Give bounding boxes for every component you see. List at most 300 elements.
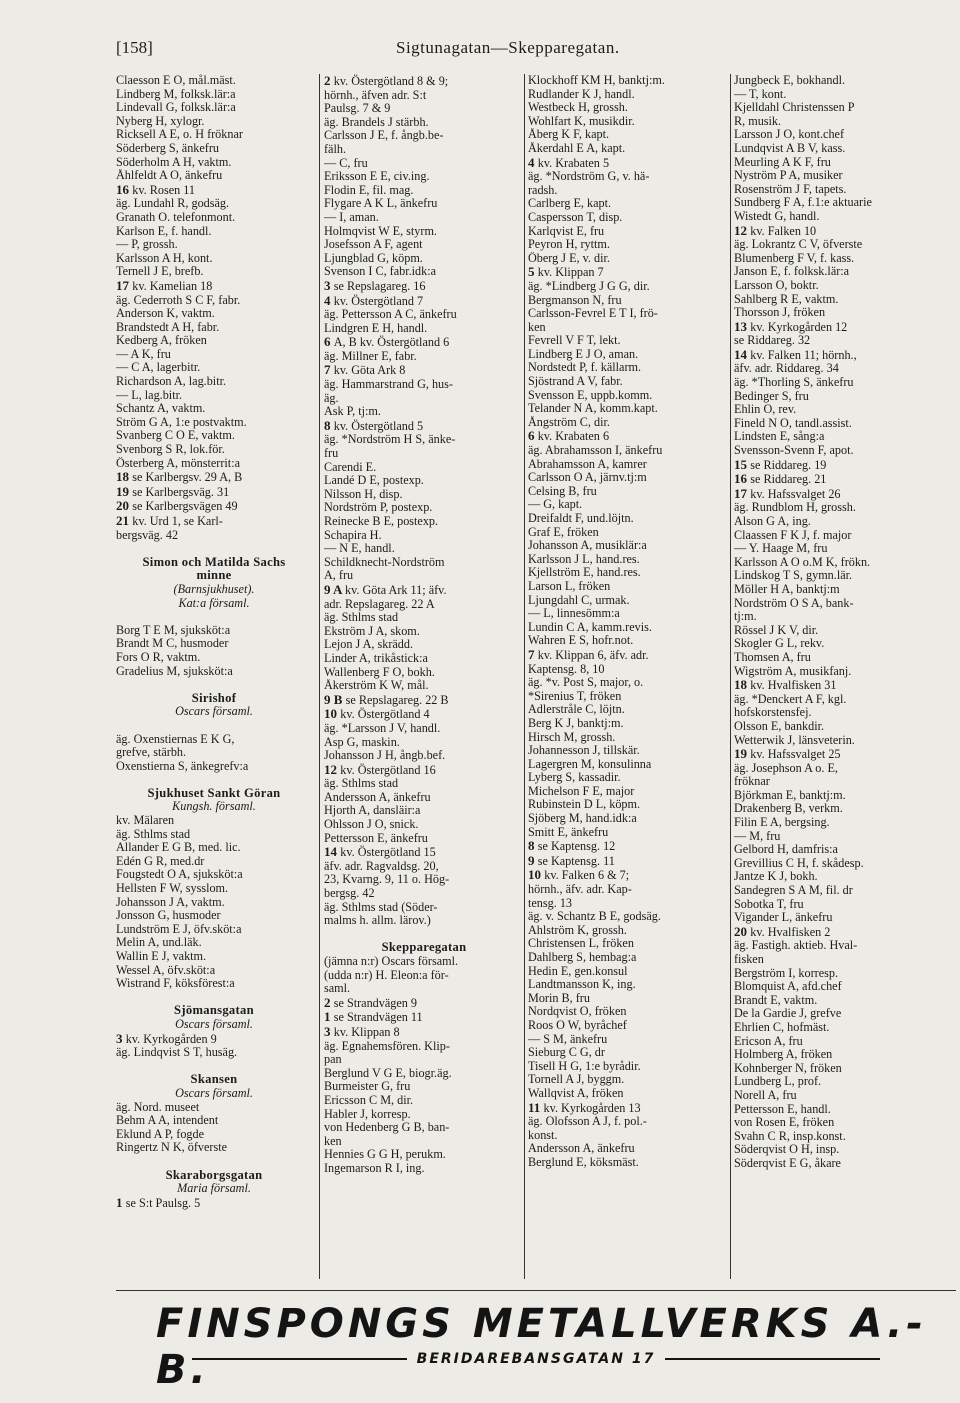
- directory-entry: Granath O. telefonmont.: [116, 210, 236, 224]
- directory-entry: Sirishof: [191, 691, 237, 705]
- directory-entry: Rudlander K J, handl.: [528, 87, 635, 101]
- directory-entry: Johansson J H, ångb.bef.: [324, 749, 446, 763]
- directory-entry: 3 se Repslagareg. 16: [324, 278, 426, 293]
- directory-entry: Andersson A, änkefru: [324, 790, 431, 804]
- directory-entry: Sjöberg M, hand.idk:a: [528, 812, 637, 826]
- directory-entry: malms h. allm. lärov.): [324, 914, 431, 928]
- directory-entry: äg. Brandels J stärbh.: [324, 115, 429, 129]
- directory-entry: Hirsch M, grossh.: [528, 730, 616, 744]
- directory-entry: äg. Abrahamsson I, änkefru: [528, 444, 663, 458]
- directory-entry: bergsg. 42: [324, 887, 375, 901]
- directory-entry: — A K, fru: [116, 347, 171, 361]
- directory-entry: 16 kv. Rosen 11: [116, 182, 195, 197]
- directory-entry: 5 kv. Klippan 7: [528, 265, 604, 280]
- directory-entry: Alson G A, ing.: [734, 515, 811, 528]
- directory-entry: Lindberg M, folksk.lär:a: [116, 87, 236, 101]
- directory-entry: Oscars församl.: [175, 1086, 253, 1100]
- directory-entry: — T, kont.: [734, 87, 787, 101]
- directory-entry: Carendi E.: [324, 460, 377, 474]
- directory-entry: 9 se Kaptensg. 11: [528, 853, 615, 868]
- directory-entry: 20 se Karlbergsvägen 49: [116, 499, 238, 514]
- directory-entry: Bedinger S, fru: [734, 389, 809, 403]
- directory-entry: Richardson A, lag.bitr.: [116, 375, 227, 389]
- directory-entry: Ehrlien C, hofmäst.: [734, 1020, 830, 1034]
- directory-entry: hörnh., äfv. adr. Kap-: [528, 883, 632, 897]
- directory-entry: Hennies G G H, perukm.: [324, 1148, 446, 1162]
- directory-entry: — L, lag.bitr.: [116, 388, 183, 402]
- directory-entry: Nordstedt P, f. källarm.: [528, 361, 642, 375]
- directory-entry: [116, 1060, 312, 1074]
- directory-entry: Carlsson-Fevrel E T I, frö-: [528, 307, 658, 321]
- directory-entry: fröknar: [734, 775, 770, 789]
- directory-entry: Paulsg. 7 & 9: [324, 102, 391, 116]
- directory-entry: Landtmansson K, ing.: [528, 978, 636, 992]
- directory-entry: Flodin E, fil. mag.: [324, 183, 414, 197]
- directory-entry: Edén G R, med.dr: [116, 854, 205, 868]
- directory-entry: Hjorth A, dansläir:a: [324, 804, 421, 818]
- directory-entry: Lagergren M, konsulinna: [528, 757, 652, 771]
- directory-entry: äg. Olofsson A J, f. pol.-: [528, 1115, 647, 1129]
- directory-entry: 15 se Riddareg. 19: [734, 457, 827, 472]
- directory-entry: äg. v. Schantz B E, godsäg.: [528, 910, 661, 924]
- directory-entry: 18 se Karlbergsv. 29 A, B: [116, 470, 243, 485]
- directory-entry: Wetterwik J, länsveterin.: [734, 733, 855, 747]
- directory-entry: Vigander L, änkefru: [734, 911, 833, 925]
- directory-entry: Carlsson J E, f. ångb.be-: [324, 129, 444, 143]
- directory-entry: (udda n:r) H. Eleon:a för-: [324, 968, 449, 982]
- column-divider: [730, 74, 731, 1279]
- directory-entry: 16 se Riddareg. 21: [734, 472, 827, 487]
- directory-entry: Grevillius C H, f. skådesp.: [734, 856, 864, 870]
- directory-entry: tensg. 13: [528, 896, 573, 910]
- directory-entry: 9 B se Repslagareg. 22 B: [324, 692, 449, 707]
- directory-entry: Sobotka T, fru: [734, 897, 804, 911]
- directory-entry: 21 kv. Urd 1, se Karl-: [116, 514, 223, 528]
- directory-entry: Sjöstrand A V, fabr.: [528, 375, 623, 389]
- directory-entry: Ahlström K, grossh.: [528, 923, 627, 937]
- directory-entry: Wigström A, musikfanj.: [734, 664, 852, 678]
- directory-entry: Claassen F K J, f. major: [734, 528, 852, 542]
- directory-entry: 12 kv. Östergötland 16: [324, 762, 436, 777]
- directory-entry: Habler J, korresp.: [324, 1107, 411, 1121]
- directory-entry: Lindgren E H, handl.: [324, 321, 428, 335]
- directory-entry: Fors O R, vaktm.: [116, 650, 201, 664]
- directory-entry: Asp G, maskin.: [324, 735, 400, 749]
- directory-entry: Anderson K, vaktm.: [116, 307, 215, 321]
- directory-entry: äg. Hammarstrand G, hus-: [324, 378, 453, 392]
- directory-entry: äg. Rundblom H, grossh.: [734, 501, 856, 515]
- directory-entry: Behm A A, intendent: [116, 1114, 219, 1128]
- directory-entry: 1 se Strandvägen 11: [324, 1010, 423, 1025]
- directory-entry: äg. Lokrantz C V, öfverste: [734, 238, 863, 252]
- directory-entry: äg. Nord. museet: [116, 1100, 200, 1114]
- directory-entry: Sundberg F A, f.1:e aktuarie: [734, 196, 872, 210]
- directory-entry: Rosenström J F, tapets.: [734, 182, 847, 196]
- directory-entry: Kat:a församl.: [178, 596, 250, 610]
- directory-entry: äfv. adr. Ragvaldsg. 20,: [324, 859, 439, 873]
- directory-entry: Norell A, fru: [734, 1088, 797, 1102]
- directory-entry: äg. Cederroth S C F, fabr.: [116, 293, 241, 307]
- directory-entry: Tornell A J, byggm.: [528, 1073, 625, 1087]
- directory-entry: äg. Fastigh. aktieb. Hval-: [734, 939, 858, 953]
- column-4: [734, 74, 954, 1171]
- directory-entry: Holmberg A, fröken: [734, 1048, 833, 1062]
- directory-entry: 12 kv. Falken 10: [734, 223, 817, 238]
- directory-entry: adr. Repslagareg. 22 A: [324, 597, 435, 611]
- directory-entry: Berg K J, banktj:m.: [528, 716, 624, 730]
- directory-entry: Schildknecht-Nordström: [324, 555, 445, 569]
- directory-entry: Svenborg S R, lok.för.: [116, 443, 225, 457]
- directory-entry: Pettersson E, handl.: [734, 1102, 831, 1116]
- directory-entry: Ljungblad G, köpm.: [324, 251, 423, 265]
- directory-entry: Åberg K F, kapt.: [528, 128, 610, 142]
- directory-entry: Dahlberg S, hembag:a: [528, 951, 637, 964]
- directory-entry: Schapira H.: [324, 528, 382, 542]
- directory-entry: Westbeck H, grossh.: [528, 101, 628, 115]
- directory-entry: Peyron H, ryttm.: [528, 238, 610, 252]
- directory-entry: Berglund V G E, biogr.äg.: [324, 1066, 452, 1080]
- directory-entry: — P, grossh.: [116, 238, 178, 252]
- directory-entry: bergsväg. 42: [116, 528, 179, 542]
- directory-entry: äg. *Lindberg J G G, dir.: [528, 279, 650, 293]
- directory-entry: Abrahamsson A, kamrer: [528, 457, 647, 471]
- directory-entry: Skaraborgsgatan: [165, 1168, 263, 1182]
- directory-entry: — C, fru: [324, 156, 368, 170]
- column-1: [116, 74, 312, 1210]
- directory-entry: Michelson F E, major: [528, 784, 635, 798]
- directory-entry: Nordqvist O, fröken: [528, 1005, 627, 1019]
- ad-brand: FINSPONGS METALLVERKS A.-B.: [156, 1301, 927, 1393]
- directory-entry: Eklund A P, fogde: [116, 1127, 205, 1141]
- directory-entry: Öberg J E, v. dir.: [528, 251, 610, 265]
- directory-entry: Borg T E M, sjuksköt:a: [116, 623, 231, 637]
- directory-entry: ken: [324, 1134, 342, 1148]
- directory-entry: äg. *Larsson J V, handl.: [324, 721, 441, 735]
- directory-entry: Ström G A, 1:e postvaktm.: [116, 415, 247, 429]
- directory-entry: Wallenberg F O, bokh.: [324, 665, 435, 679]
- directory-entry: äg.: [324, 391, 339, 405]
- directory-entry: Svanberg C O E, vaktm.: [116, 429, 235, 443]
- directory-entry: Fougstedt O A, sjuksköt:a: [116, 868, 243, 882]
- directory-entry: Lindevall G, folksk.lär:a: [116, 101, 236, 115]
- directory-entry: von Rosen E, fröken: [734, 1116, 835, 1130]
- directory-entry: Söderqvist O H, insp.: [734, 1143, 840, 1157]
- directory-entry: Filin E A, bergsing.: [734, 816, 830, 830]
- directory-entry: Celsing B, fru: [528, 484, 597, 498]
- directory-entry: 8 se Kaptensg. 12: [528, 839, 616, 854]
- directory-entry: Oxenstierna S, änkegrefv:a: [116, 759, 249, 773]
- directory-entry: Thorsson J, fröken: [734, 306, 826, 320]
- directory-entry: ken: [528, 320, 546, 334]
- directory-entry: Telander N A, komm.kapt.: [528, 402, 658, 416]
- directory-entry: Nyberg H, xylogr.: [116, 114, 205, 128]
- directory-entry: äg. *Denckert A F, kgl.: [734, 692, 847, 706]
- directory-entry: Åkerström K W, mål.: [324, 679, 429, 693]
- directory-entry: Caspersson T, disp.: [528, 210, 623, 224]
- directory-entry: Kjellström E, hand.res.: [528, 566, 641, 580]
- directory-entry: 4 kv. Krabaten 5: [528, 155, 610, 170]
- directory-entry: Lindberg E J O, aman.: [528, 347, 639, 361]
- directory-entry: — N E, handl.: [324, 542, 395, 556]
- directory-entry: Berglund E, köksmäst.: [528, 1155, 639, 1169]
- directory-entry: 3 kv. Klippan 8: [324, 1024, 400, 1039]
- directory-entry: Larsson J O, kont.chef: [734, 128, 845, 142]
- column-3: [528, 74, 730, 1170]
- directory-entry: 9 A kv. Göta Ark 11; äfv.: [324, 582, 447, 597]
- directory-entry: Skepparegatan: [381, 941, 467, 955]
- directory-entry: Ångström C, dir.: [528, 415, 610, 429]
- directory-entry: 3 kv. Kyrkogården 9: [116, 1031, 217, 1046]
- directory-entry: Kedberg A, fröken: [116, 334, 207, 348]
- directory-entry: Eriksson E E, civ.ing.: [324, 170, 430, 184]
- directory-entry: Karlsson A O o.M K, frökn.: [734, 555, 871, 569]
- directory-entry: Lindskog T S, gymn.lär.: [734, 569, 853, 583]
- directory-entry: Johansson J A, vaktm.: [116, 895, 225, 909]
- directory-entry: Jungbeck E, bokhandl.: [734, 74, 846, 87]
- page-title: Sigtunagatan—Skepparegatan.: [396, 38, 620, 57]
- directory-entry: Söderholm A H, vaktm.: [116, 155, 232, 169]
- directory-entry: 17 kv. Hafssvalget 26: [734, 486, 841, 501]
- directory-entry: hörnh., äfven adr. S:t: [324, 88, 427, 102]
- directory-entry: Österberg A, mönsterrit:a: [116, 456, 240, 470]
- directory-entry: Gelbord H, damfris:a: [734, 843, 838, 857]
- directory-entry: Adlerstråle C, löjtn.: [528, 703, 625, 717]
- directory-entry: Janson E, f. folksk.lär:a: [734, 265, 850, 279]
- directory-entry: Wistrand F, köksförest:a: [116, 977, 235, 991]
- directory-entry: Oscars församl.: [175, 705, 253, 719]
- directory-columns: [116, 74, 954, 1284]
- directory-entry: [116, 610, 312, 624]
- directory-entry: Skansen: [190, 1073, 238, 1087]
- directory-entry: äg. Sthlms stad: [324, 611, 399, 625]
- directory-entry: 2 kv. Östergötland 8 & 9;: [324, 74, 449, 88]
- directory-entry: Kohnberger N, fröken: [734, 1061, 842, 1075]
- directory-entry: Karlqvist E, fru: [528, 224, 605, 238]
- directory-entry: [116, 991, 312, 1005]
- directory-entry: Söderqvist E G, åkare: [734, 1156, 841, 1170]
- directory-entry: grefve, stärbh.: [116, 746, 187, 760]
- directory-entry: Jantze K J, bokh.: [734, 870, 818, 884]
- directory-entry: Åkerdahl E A, kapt.: [528, 141, 626, 155]
- directory-entry: Drakenberg B, verkm.: [734, 802, 843, 816]
- directory-entry: Sjömansgatan: [174, 1004, 254, 1018]
- directory-entry: Johansson A, musiklär:a: [528, 539, 647, 553]
- directory-entry: Roos O W, byråchef: [528, 1018, 627, 1032]
- directory-entry: 17 kv. Kamelian 18: [116, 278, 213, 293]
- directory-entry: Svensson E, uppb.komm.: [528, 388, 653, 402]
- directory-entry: Rubinstein D L, köpm.: [528, 798, 641, 812]
- directory-entry: Ekström J A, skom.: [324, 624, 420, 638]
- directory-entry: 23, Kvarng. 9, 11 o. Hög-: [324, 873, 450, 887]
- directory-entry: Sieburg C G, dr: [528, 1046, 605, 1060]
- directory-entry: pan: [324, 1053, 342, 1067]
- directory-entry: 6 kv. Krabaten 6: [528, 429, 610, 444]
- directory-entry: 2 se Strandvägen 9: [324, 995, 418, 1010]
- directory-entry: Melin A, und.läk.: [116, 936, 202, 950]
- directory-entry: Åhlfeldt A O, änkefru: [116, 169, 223, 183]
- directory-entry: Johannesson J, tillskär.: [528, 744, 640, 758]
- directory-entry: Lundström E J, öfv.sköt:a: [116, 922, 242, 936]
- directory-entry: saml.: [324, 982, 351, 996]
- directory-entry: Linder A, trikåstick:a: [324, 651, 428, 665]
- directory-entry: äg. Sthlms stad (Söder-: [324, 900, 438, 914]
- directory-entry: 4 kv. Östergötland 7: [324, 293, 424, 308]
- directory-entry: Blumenberg F V, f. kass.: [734, 251, 855, 265]
- directory-entry: 10 kv. Östergötland 4: [324, 707, 430, 722]
- directory-entry: Bergmanson N, fru: [528, 293, 622, 307]
- directory-entry: Lundberg L, prof.: [734, 1075, 822, 1089]
- directory-entry: äg. Lindqvist S T, husäg.: [116, 1046, 238, 1060]
- directory-entry: 10 kv. Falken 6 & 7;: [528, 868, 630, 883]
- directory-entry: Kungsh. församl.: [172, 800, 256, 814]
- directory-entry: Andersson A, änkefru: [528, 1142, 635, 1156]
- directory-entry: Sandegren S A M, fil. dr: [734, 884, 853, 898]
- directory-entry: Ringertz N K, öfverste: [116, 1141, 228, 1155]
- directory-entry: [116, 719, 312, 733]
- directory-entry: fälh.: [324, 142, 346, 156]
- directory-entry: A, fru: [324, 569, 354, 583]
- page-number: [158]: [116, 38, 153, 57]
- directory-entry: Reinecke B E, postexp.: [324, 515, 439, 528]
- directory-entry: Wallqvist A, fröken: [528, 1086, 624, 1100]
- directory-entry: Björkman E, banktj:m.: [734, 788, 846, 802]
- directory-entry: Josefsson A F, agent: [324, 238, 423, 252]
- directory-entry: Svensson-Svenn F, apot.: [734, 444, 854, 458]
- directory-entry: (jämna n:r) Oscars församl.: [324, 955, 459, 968]
- directory-entry: Ericson A, fru: [734, 1034, 803, 1048]
- directory-entry: Svenson I C, fabr.idk:a: [324, 265, 437, 279]
- directory-entry: [116, 542, 312, 556]
- directory-entry: äg. Pettersson A C, änkefru: [324, 308, 457, 322]
- directory-entry: fru: [324, 447, 339, 461]
- directory-entry: 13 kv. Kyrkogården 12: [734, 319, 848, 334]
- directory-entry: Ternell J E, brefb.: [116, 265, 204, 279]
- directory-entry: 11 kv. Kyrkogården 13: [528, 1100, 641, 1115]
- directory-entry: Landé D E, postexp.: [324, 474, 424, 488]
- directory-entry: äg. Lundahl R, godsäg.: [116, 197, 230, 211]
- directory-entry: Nordström O S A, bank-: [734, 596, 854, 610]
- directory-entry: Rössel J K V, dir.: [734, 623, 819, 637]
- directory-entry: Olsson E, bankdir.: [734, 719, 825, 733]
- directory-entry: R, musik.: [734, 114, 782, 128]
- directory-entry: [116, 1155, 312, 1169]
- directory-entry: Simon och Matilda Sachs: [142, 555, 286, 569]
- directory-entry: Hedin E, gen.konsul: [528, 964, 628, 978]
- directory-entry: — S M, änkefru: [528, 1032, 608, 1046]
- directory-entry: Ricksell A E, o. H fröknar: [116, 128, 243, 142]
- directory-entry: Tisell H G, 1:e byrådir.: [528, 1059, 641, 1073]
- directory-entry: 8 kv. Östergötland 5: [324, 418, 424, 433]
- directory-entry: Skogler G L, rekv.: [734, 637, 825, 651]
- directory-entry: Fineld N O, tandl.assist.: [734, 416, 852, 430]
- directory-entry: Möller H A, banktj:m: [734, 582, 840, 596]
- directory-entry: 1 se S:t Paulsg. 5: [116, 1195, 201, 1210]
- directory-entry: — G, kapt.: [528, 498, 583, 512]
- directory-entry: Blomquist A, afd.chef: [734, 980, 842, 994]
- directory-entry: kv. Mälaren: [116, 814, 175, 828]
- directory-entry: 19 kv. Hafssvalget 25: [734, 747, 841, 762]
- directory-entry: fisken: [734, 953, 764, 966]
- directory-entry: Karlson E, f. handl.: [116, 224, 212, 238]
- directory-entry: Carlberg E, kapt.: [528, 197, 612, 211]
- directory-entry: Gradelius M, sjuksköt:a: [116, 664, 233, 678]
- directory-entry: Nilsson H, disp.: [324, 487, 403, 501]
- column-2: [324, 74, 524, 1176]
- directory-entry: — I, aman.: [324, 210, 379, 224]
- directory-entry: Lyberg S, kassadir.: [528, 771, 621, 785]
- directory-entry: Karlsson J L, hand.res.: [528, 552, 640, 566]
- directory-entry: De la Gardie J, grefve: [734, 1007, 842, 1021]
- directory-entry: Larson L, fröken: [528, 579, 611, 593]
- directory-entry: Oscars församl.: [175, 1017, 253, 1031]
- directory-entry: Sahlberg R E, vaktm.: [734, 292, 839, 306]
- directory-entry: 14 kv. Östergötland 15: [324, 845, 436, 860]
- directory-entry: äg. Oxenstiernas E K G,: [116, 732, 235, 746]
- directory-entry: Lejon J A, skrädd.: [324, 638, 414, 652]
- directory-entry: — M, fru: [734, 829, 781, 843]
- directory-entry: (Barnsjukhuset).: [173, 582, 255, 596]
- directory-entry: [116, 678, 312, 692]
- ad-address: BERIDAREBANSGATAN 17: [116, 1351, 956, 1367]
- directory-entry: äg. Sthlms stad: [116, 827, 191, 841]
- directory-entry: Jonsson G, husmoder: [116, 909, 221, 923]
- directory-entry: Ingemarson R I, ing.: [324, 1161, 425, 1175]
- page-header: [116, 38, 956, 68]
- directory-entry: äg. Millner E, fabr.: [324, 349, 417, 363]
- directory-entry: Söderberg S, änkefru: [116, 141, 220, 155]
- directory-entry: Svahn C R, insp.konst.: [734, 1129, 846, 1143]
- directory-entry: [324, 928, 524, 942]
- directory-entry: Flygare A K L, änkefru: [324, 197, 438, 211]
- directory-entry: Claesson E O, mål.mäst.: [116, 74, 236, 87]
- directory-entry: Nordström P, postexp.: [324, 501, 433, 515]
- directory-entry: Karlsson A H, kont.: [116, 251, 213, 265]
- directory-entry: Lundin C A, kamm.revis.: [528, 620, 652, 634]
- directory-entry: [116, 773, 312, 787]
- directory-entry: äg. *Thorling S, änkefru: [734, 376, 854, 390]
- directory-entry: von Hedenberg G B, ban-: [324, 1121, 450, 1135]
- directory-entry: äg. *Nordström H S, änke-: [324, 433, 456, 447]
- directory-entry: Lundqvist A B V, kass.: [734, 141, 846, 155]
- directory-entry: Burmeister G, fru: [324, 1080, 411, 1094]
- directory-entry: Sjukhuset Sankt Göran: [147, 786, 281, 800]
- directory-entry: Nyström P A, musiker: [734, 169, 843, 183]
- directory-entry: Larsson O, boktr.: [734, 278, 819, 292]
- directory-entry: Smitt E, änkefru: [528, 825, 609, 839]
- directory-entry: Ask P, tj:m.: [324, 405, 381, 419]
- directory-entry: Meurling A K F, fru: [734, 155, 831, 169]
- directory-entry: 19 se Karlbergsväg. 31: [116, 484, 230, 499]
- directory-entry: Christensen L, fröken: [528, 937, 634, 951]
- column-divider: [319, 74, 320, 1279]
- column-divider: [524, 74, 525, 1279]
- directory-entry: Wahren E S, hofr.not.: [528, 634, 634, 648]
- directory-entry: Ohlsson J O, snick.: [324, 818, 419, 832]
- directory-entry: Kaptensg. 8, 10: [528, 662, 605, 676]
- directory-entry: se Riddareg. 32: [734, 334, 811, 348]
- directory-entry: Schantz A, vaktm.: [116, 402, 206, 416]
- directory-entry: — L, linnesömm:a: [528, 607, 620, 621]
- directory-entry: 7 kv. Klippan 6, äfv. adr.: [528, 647, 649, 662]
- directory-entry: Holmqvist W E, styrm.: [324, 224, 437, 238]
- directory-entry: 18 kv. Hvalfisken 31: [734, 678, 837, 693]
- directory-entry: Carlsson O A, järnv.tj:m: [528, 471, 647, 485]
- directory-entry: Fevrell V F T, lekt.: [528, 334, 621, 348]
- directory-entry: Wohlfart K, musikdir.: [528, 114, 635, 128]
- directory-entry: hofskorstensfej.: [734, 706, 812, 720]
- directory-entry: Brandstedt A H, fabr.: [116, 320, 220, 334]
- directory-entry: Ljungdahl C, urmak.: [528, 593, 630, 607]
